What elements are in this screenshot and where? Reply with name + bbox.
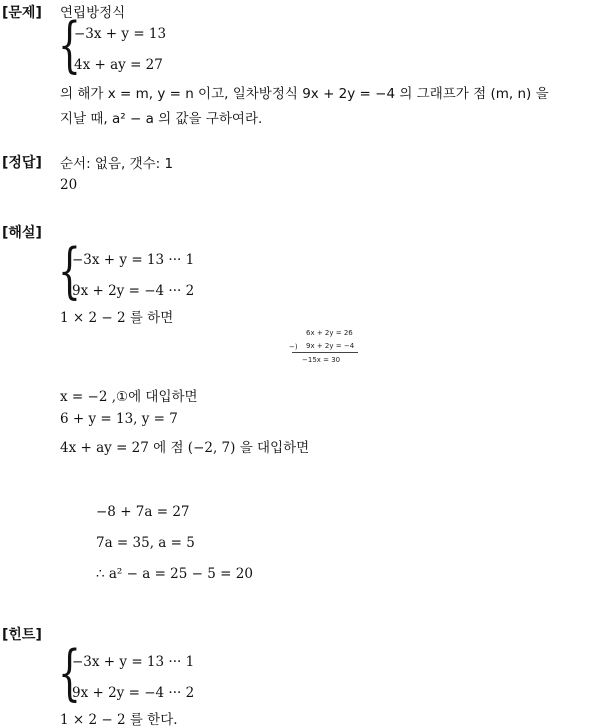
problem-equation-1: −3x + y = 13 bbox=[74, 26, 167, 42]
solution-step-3: 6 + y = 13, y = 7 bbox=[60, 411, 178, 427]
solution-brace: { bbox=[58, 236, 81, 306]
solution-step-1: 1 × 2 − 2 를 하면 bbox=[60, 310, 174, 326]
solution-step-4: 4x + ay = 27 에 점 (−2, 7) 을 대입하면 bbox=[60, 440, 310, 456]
problem-header: [문제] bbox=[2, 5, 42, 21]
problem-line-1: 의 해가 x = m, y = n 이고, 일차방정식 9x + 2y = −4 의 그래프가 점 (m, n) 을 bbox=[60, 86, 549, 102]
answer-header: [정답] bbox=[2, 155, 42, 171]
hint-equation-2: 9x + 2y = −4 ··· 2 bbox=[72, 685, 195, 701]
hint-header: [힌트] bbox=[2, 627, 42, 643]
problem-line-2: 지날 때, a² − a 의 값을 구하여라. bbox=[60, 111, 263, 127]
solution-equation-1: −3x + y = 13 ··· 1 bbox=[72, 252, 195, 268]
calc-divider bbox=[292, 352, 358, 353]
problem-brace: { bbox=[58, 10, 81, 80]
solution-equation-2: 9x + 2y = −4 ··· 2 bbox=[72, 283, 195, 299]
hint-brace: { bbox=[58, 638, 81, 708]
answer-meta: 순서: 없음, 갯수: 1 bbox=[60, 156, 174, 172]
problem-intro: 연립방정식 bbox=[60, 5, 126, 21]
calc-operator: −) bbox=[289, 343, 298, 351]
solution-work-1: −8 + 7a = 27 bbox=[96, 504, 190, 520]
calc-row-2: 9x + 2y = −4 bbox=[306, 342, 355, 350]
hint-equation-1: −3x + y = 13 ··· 1 bbox=[72, 654, 195, 670]
solution-work-3: ∴ a² − a = 25 − 5 = 20 bbox=[96, 566, 253, 582]
calc-row-1: 6x + 2y = 26 bbox=[306, 329, 353, 337]
answer-value: 20 bbox=[60, 177, 78, 193]
solution-step-2: x = −2 ,①에 대입하면 bbox=[60, 389, 198, 405]
calc-row-3: −15x = 30 bbox=[302, 356, 341, 364]
solution-work-2: 7a = 35, a = 5 bbox=[96, 535, 195, 551]
solution-header: [해설] bbox=[2, 225, 42, 241]
hint-step: 1 × 2 − 2 를 한다. bbox=[60, 712, 178, 728]
problem-equation-2: 4x + ay = 27 bbox=[74, 57, 163, 73]
